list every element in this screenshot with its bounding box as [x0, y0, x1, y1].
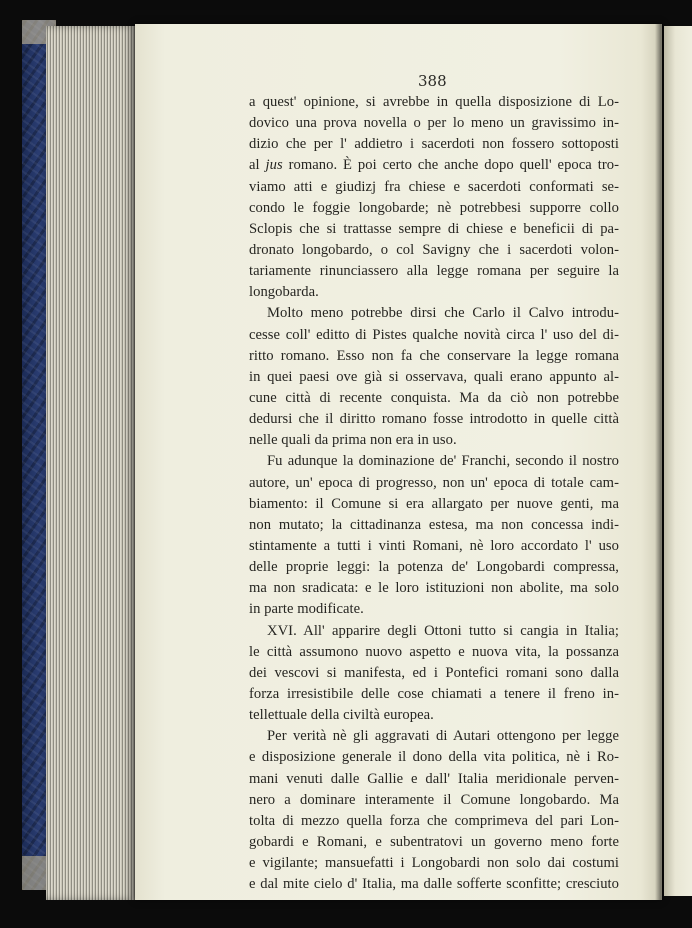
text-line: ritto romano. Esso non fa che conservare la legge romana	[249, 347, 619, 364]
text-line: Fu adunque la dominazione de' Franchi, secondo il nostro	[267, 453, 619, 470]
text-line: condo le foggie longobarde; nè potrebbesi supporre collo	[249, 199, 619, 216]
text-line: delle proprie leggi: la potenza de' Longobardi compressa,	[249, 559, 619, 576]
text-line: dovico una prova novella o per lo meno un gravissimo in-	[249, 115, 619, 132]
text-line: tolta di mezzo quella forza che comprimeva del pari Lon-	[249, 812, 619, 829]
text-line: in parte modificate.	[249, 601, 364, 618]
text-line: le città assumono nuovo aspetto e nuova vita, la possanza	[249, 643, 619, 660]
text-line: mani venuti dalle Gallie e dall' Italia meridionale perven-	[249, 770, 619, 787]
italic-term: jus	[265, 157, 283, 174]
text-line: longobarda.	[249, 284, 319, 301]
text-line: dedursi che il diritto romano fosse introdotto in quelle città	[249, 411, 619, 428]
text-line: tariamente rinunciassero alla legge romana per seguire la	[249, 263, 619, 280]
text-line: stintamente a tutti i vinti Romani, nè loro accordato l' uso	[249, 537, 619, 554]
text-line: dronato longobardo, o col Savigny che i sacerdoti volon-	[249, 241, 619, 258]
text-line: e vigilante; mansuefatti i Longobardi non solo dai costumi	[249, 855, 619, 872]
page-edges	[46, 26, 136, 900]
text-line: non mutato; la cittadinanza estesa, ma non concessa indi-	[249, 516, 619, 533]
text-line: dizio che per l' addietro i sacerdoti non fossero sottoposti	[249, 136, 619, 153]
text-line: viamo atti e giudizj fra chiese e sacerdoti conformati se-	[249, 178, 619, 195]
text-line: in quei paesi ove già si osservava, quali erano appunto al-	[249, 368, 619, 385]
page-number: 388	[418, 72, 447, 90]
body-text	[249, 92, 619, 895]
text-line: a quest' opinione, si avrebbe in quella disposizione di Lo-	[249, 94, 619, 110]
facing-page-edge	[664, 26, 692, 896]
text-line: forza irresistibile delle cose chiamati a tenere il freno in-	[249, 685, 619, 702]
text-line: ma non sradicata: e le loro istituzioni non abolite, ma solo	[249, 580, 619, 597]
text-line: autore, un' epoca di progresso, non un' epoca di totale cam-	[249, 474, 619, 491]
text-line: gobardi e Romani, e subentratovi un governo meno forte	[249, 833, 619, 850]
text-line: nero a dominare interamente il Comune longobardo. Ma	[249, 791, 619, 808]
text-line: XVI. All' apparire degli Ottoni tutto si cangia in Italia;	[267, 622, 619, 639]
text-line: biamento: il Comune si era allargato per nuove genti, ma	[249, 495, 619, 512]
text-line: al jus romano. È poi certo che anche dopo quell' epoca tro-	[249, 157, 619, 174]
text-line: tellettuale della civiltà europea.	[249, 707, 434, 724]
text-line: Molto meno potrebbe dirsi che Carlo il Calvo introdu-	[267, 305, 619, 322]
text-line: e disposizione generale il dono della vita politica, nè i Ro-	[249, 749, 619, 766]
text-line: Per verità nè gli aggravati di Autari ottengono per legge	[267, 728, 619, 745]
text-line: dei vescovi si manifesta, ed i Pontefici romani sono dalla	[249, 664, 619, 681]
text-line: e dal mite cielo d' Italia, ma dalle sofferte sconfitte; cresciuto	[249, 876, 619, 893]
text-line: Sclopis che si trattasse sempre di chiese e beneficii di pa-	[249, 220, 619, 237]
text-line: cesse coll' editto di Pistes qualche novità circa l' uso del di-	[249, 326, 619, 343]
text-line: cune città di recente conquista. Ma da ciò non potrebbe	[249, 389, 619, 406]
text-line: nelle quali da prima non era in uso.	[249, 432, 457, 449]
